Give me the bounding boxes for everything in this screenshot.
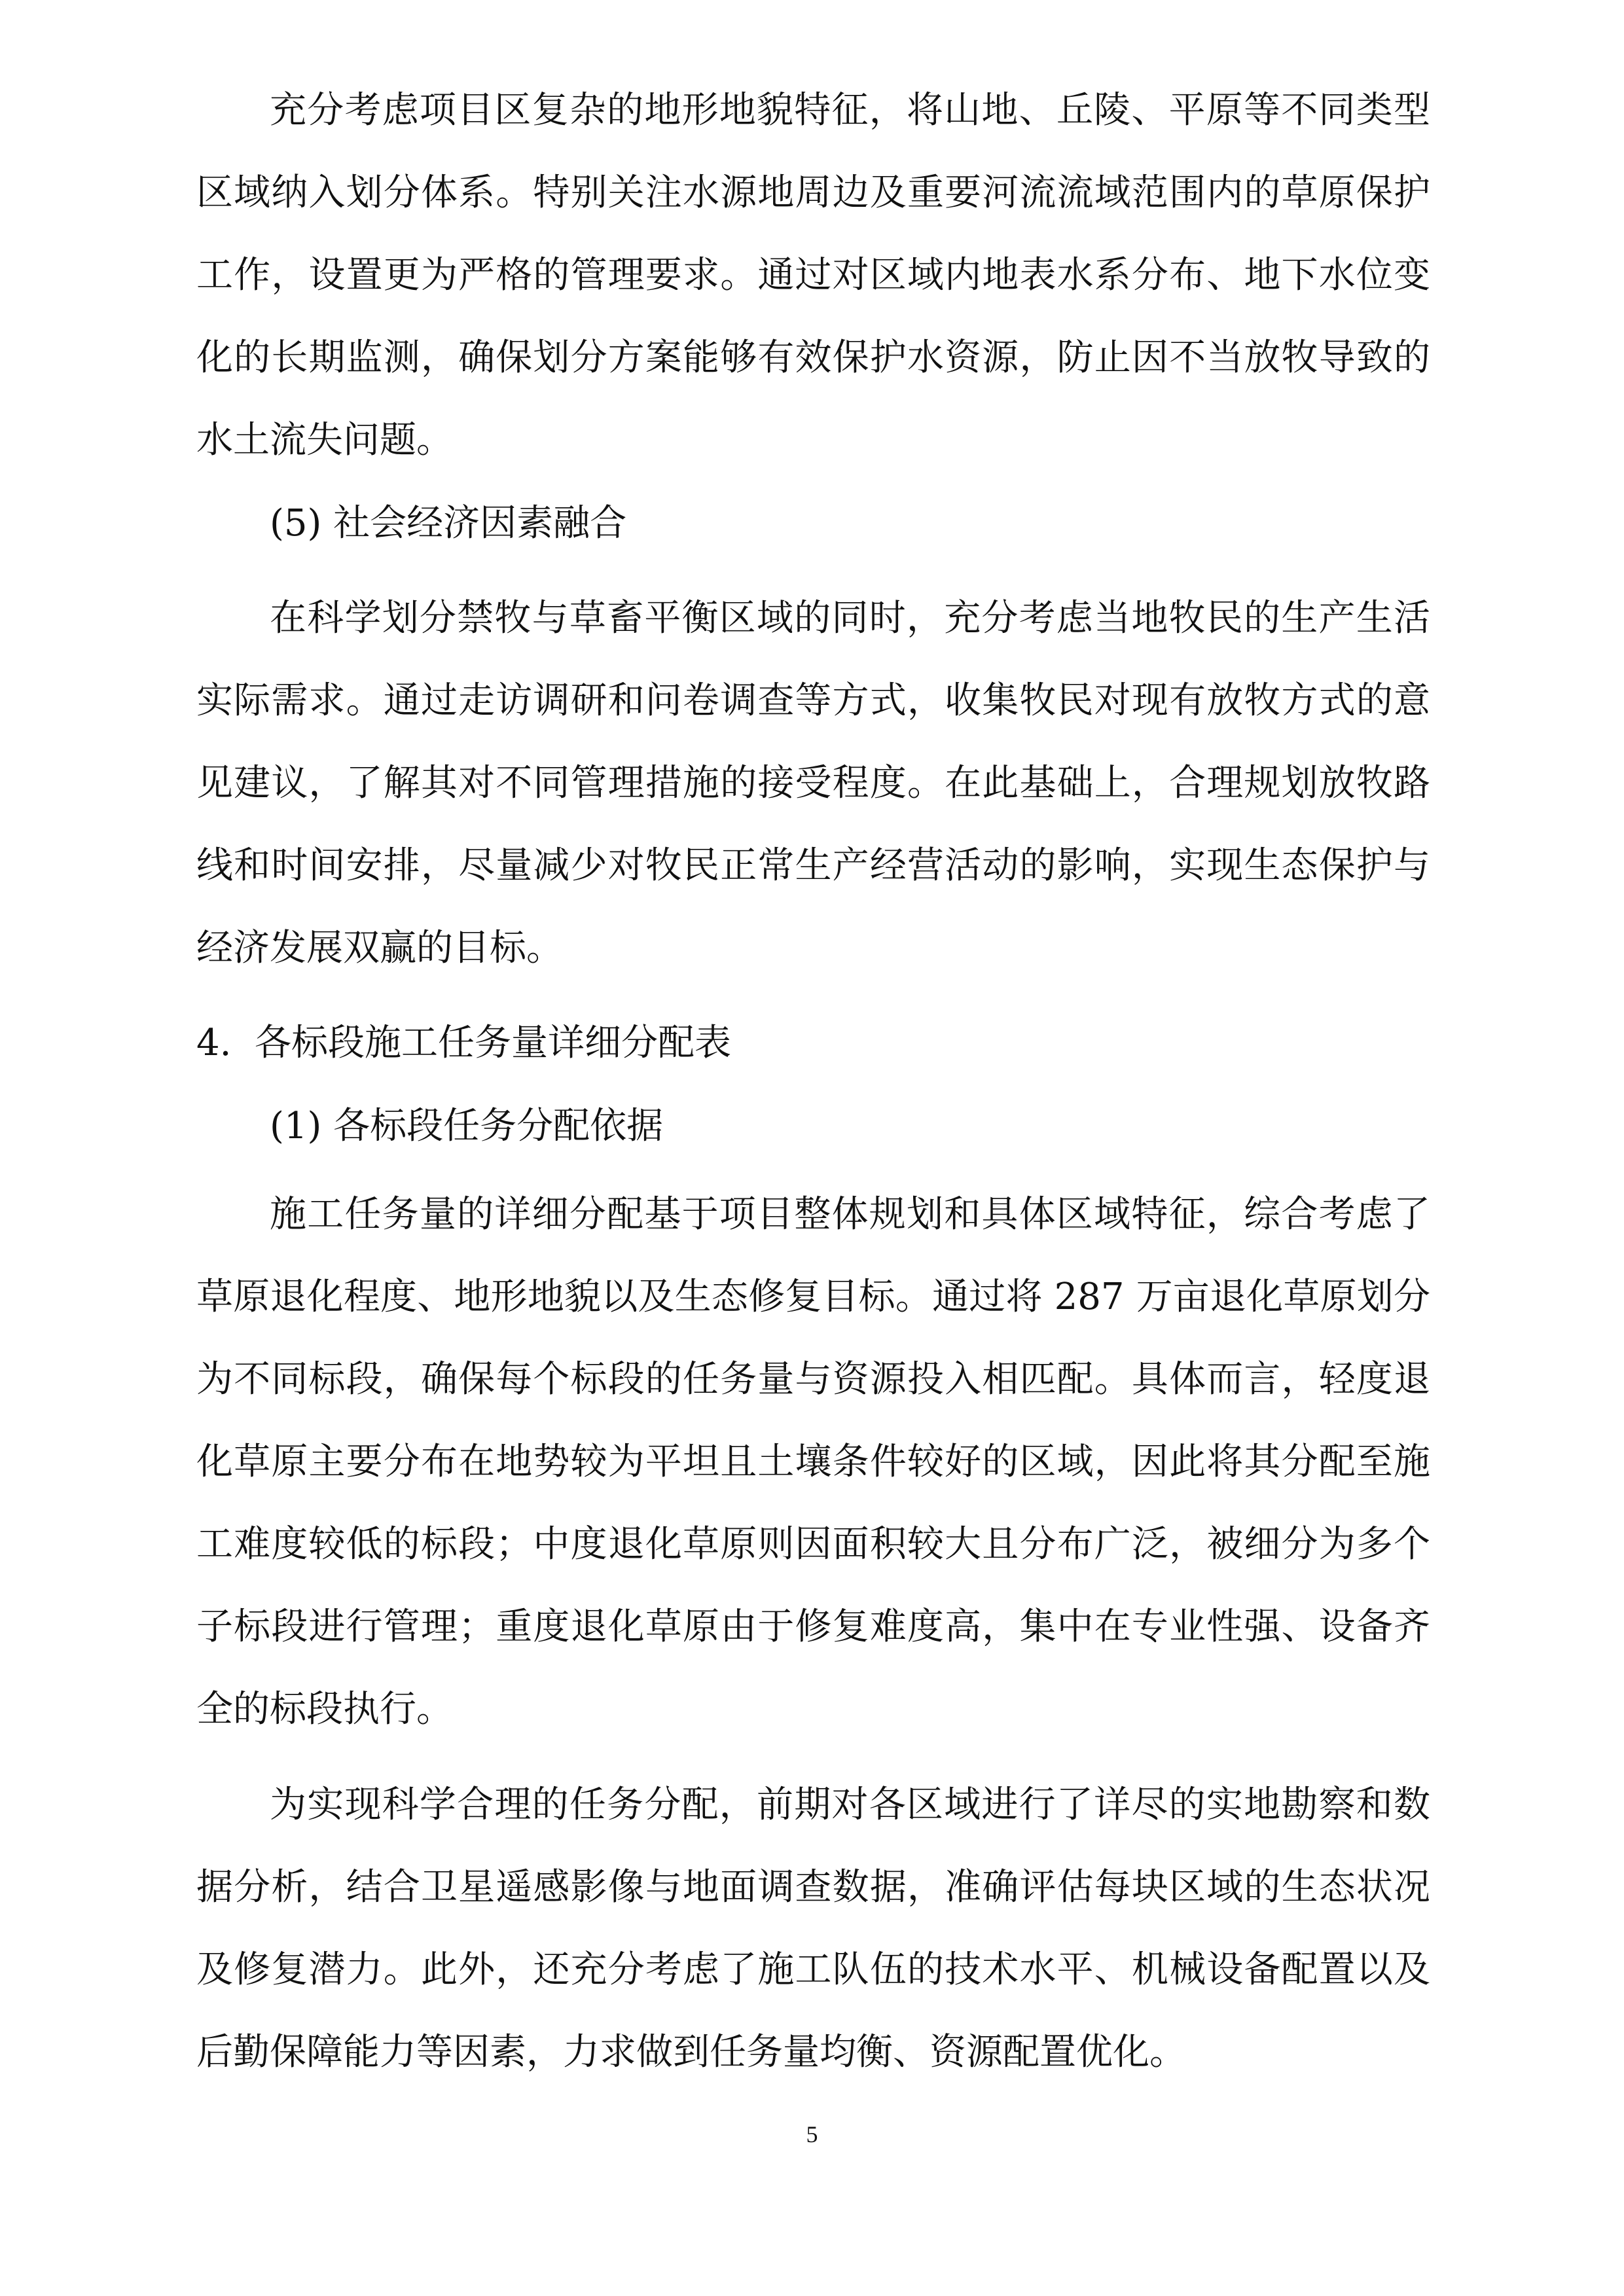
body-paragraph: 充分考虑项目区复杂的地形地貌特征，将山地、丘陵、平原等不同类型区域纳入划分体系。特别关注水源地周边及重要河流流域范围内的草原保护工作，设置更为严格的管理要求。通过对区域内地表水系分布、地下水位变化的长期监测，确保划分方案能够有效保护水资源，防止因不当放牧导致的水土流失问题。 [196,89,1430,461]
subheading: (1) 各标段任务分配依据 [270,1105,664,1147]
page-number: 5 [806,2121,818,2147]
section-heading: 4. 各标段施工任务量详细分配表 [196,1022,732,1064]
body-paragraph: 施工任务量的详细分配基于项目整体规划和具体区域特征，综合考虑了草原退化程度、地形地貌以及生态修复目标。通过将 287 万亩退化草原划分为不同标段，确保每个标段的任务量与资源投入相匹配。具体而言，轻度退化草原主要分布在地势较为平坦且土壤条件较好的区域，因此将其分配至施工难度较低的标段；中度退化草原则因面积较大且分布广泛，被细分为多个子标段进行管理；重度退化草原由于修复难度高，集中在专业性强、设备齐全的标段执行。 [196,1193,1430,1731]
subheading: (5) 社会经济因素融合 [270,502,627,545]
body-paragraph: 在科学划分禁牧与草畜平衡区域的同时，充分考虑当地牧民的生产生活实际需求。通过走访调研和问卷调查等方式，收集牧民对现有放牧方式的意见建议，了解其对不同管理措施的接受程度。在此基础上，合理规划放牧路线和时间安排，尽量减少对牧民正常生产经营活动的影响，实现生态保护与经济发展双赢的目标。 [196,597,1430,969]
body-paragraph: 为实现科学合理的任务分配，前期对各区域进行了详尽的实地勘察和数据分析，结合卫星遥感影像与地面调查数据，准确评估每块区域的生态状况及修复潜力。此外，还充分考虑了施工队伍的技术水平、机械设备配置以及后勤保障能力等因素，力求做到任务量均衡、资源配置优化。 [196,1784,1430,2073]
